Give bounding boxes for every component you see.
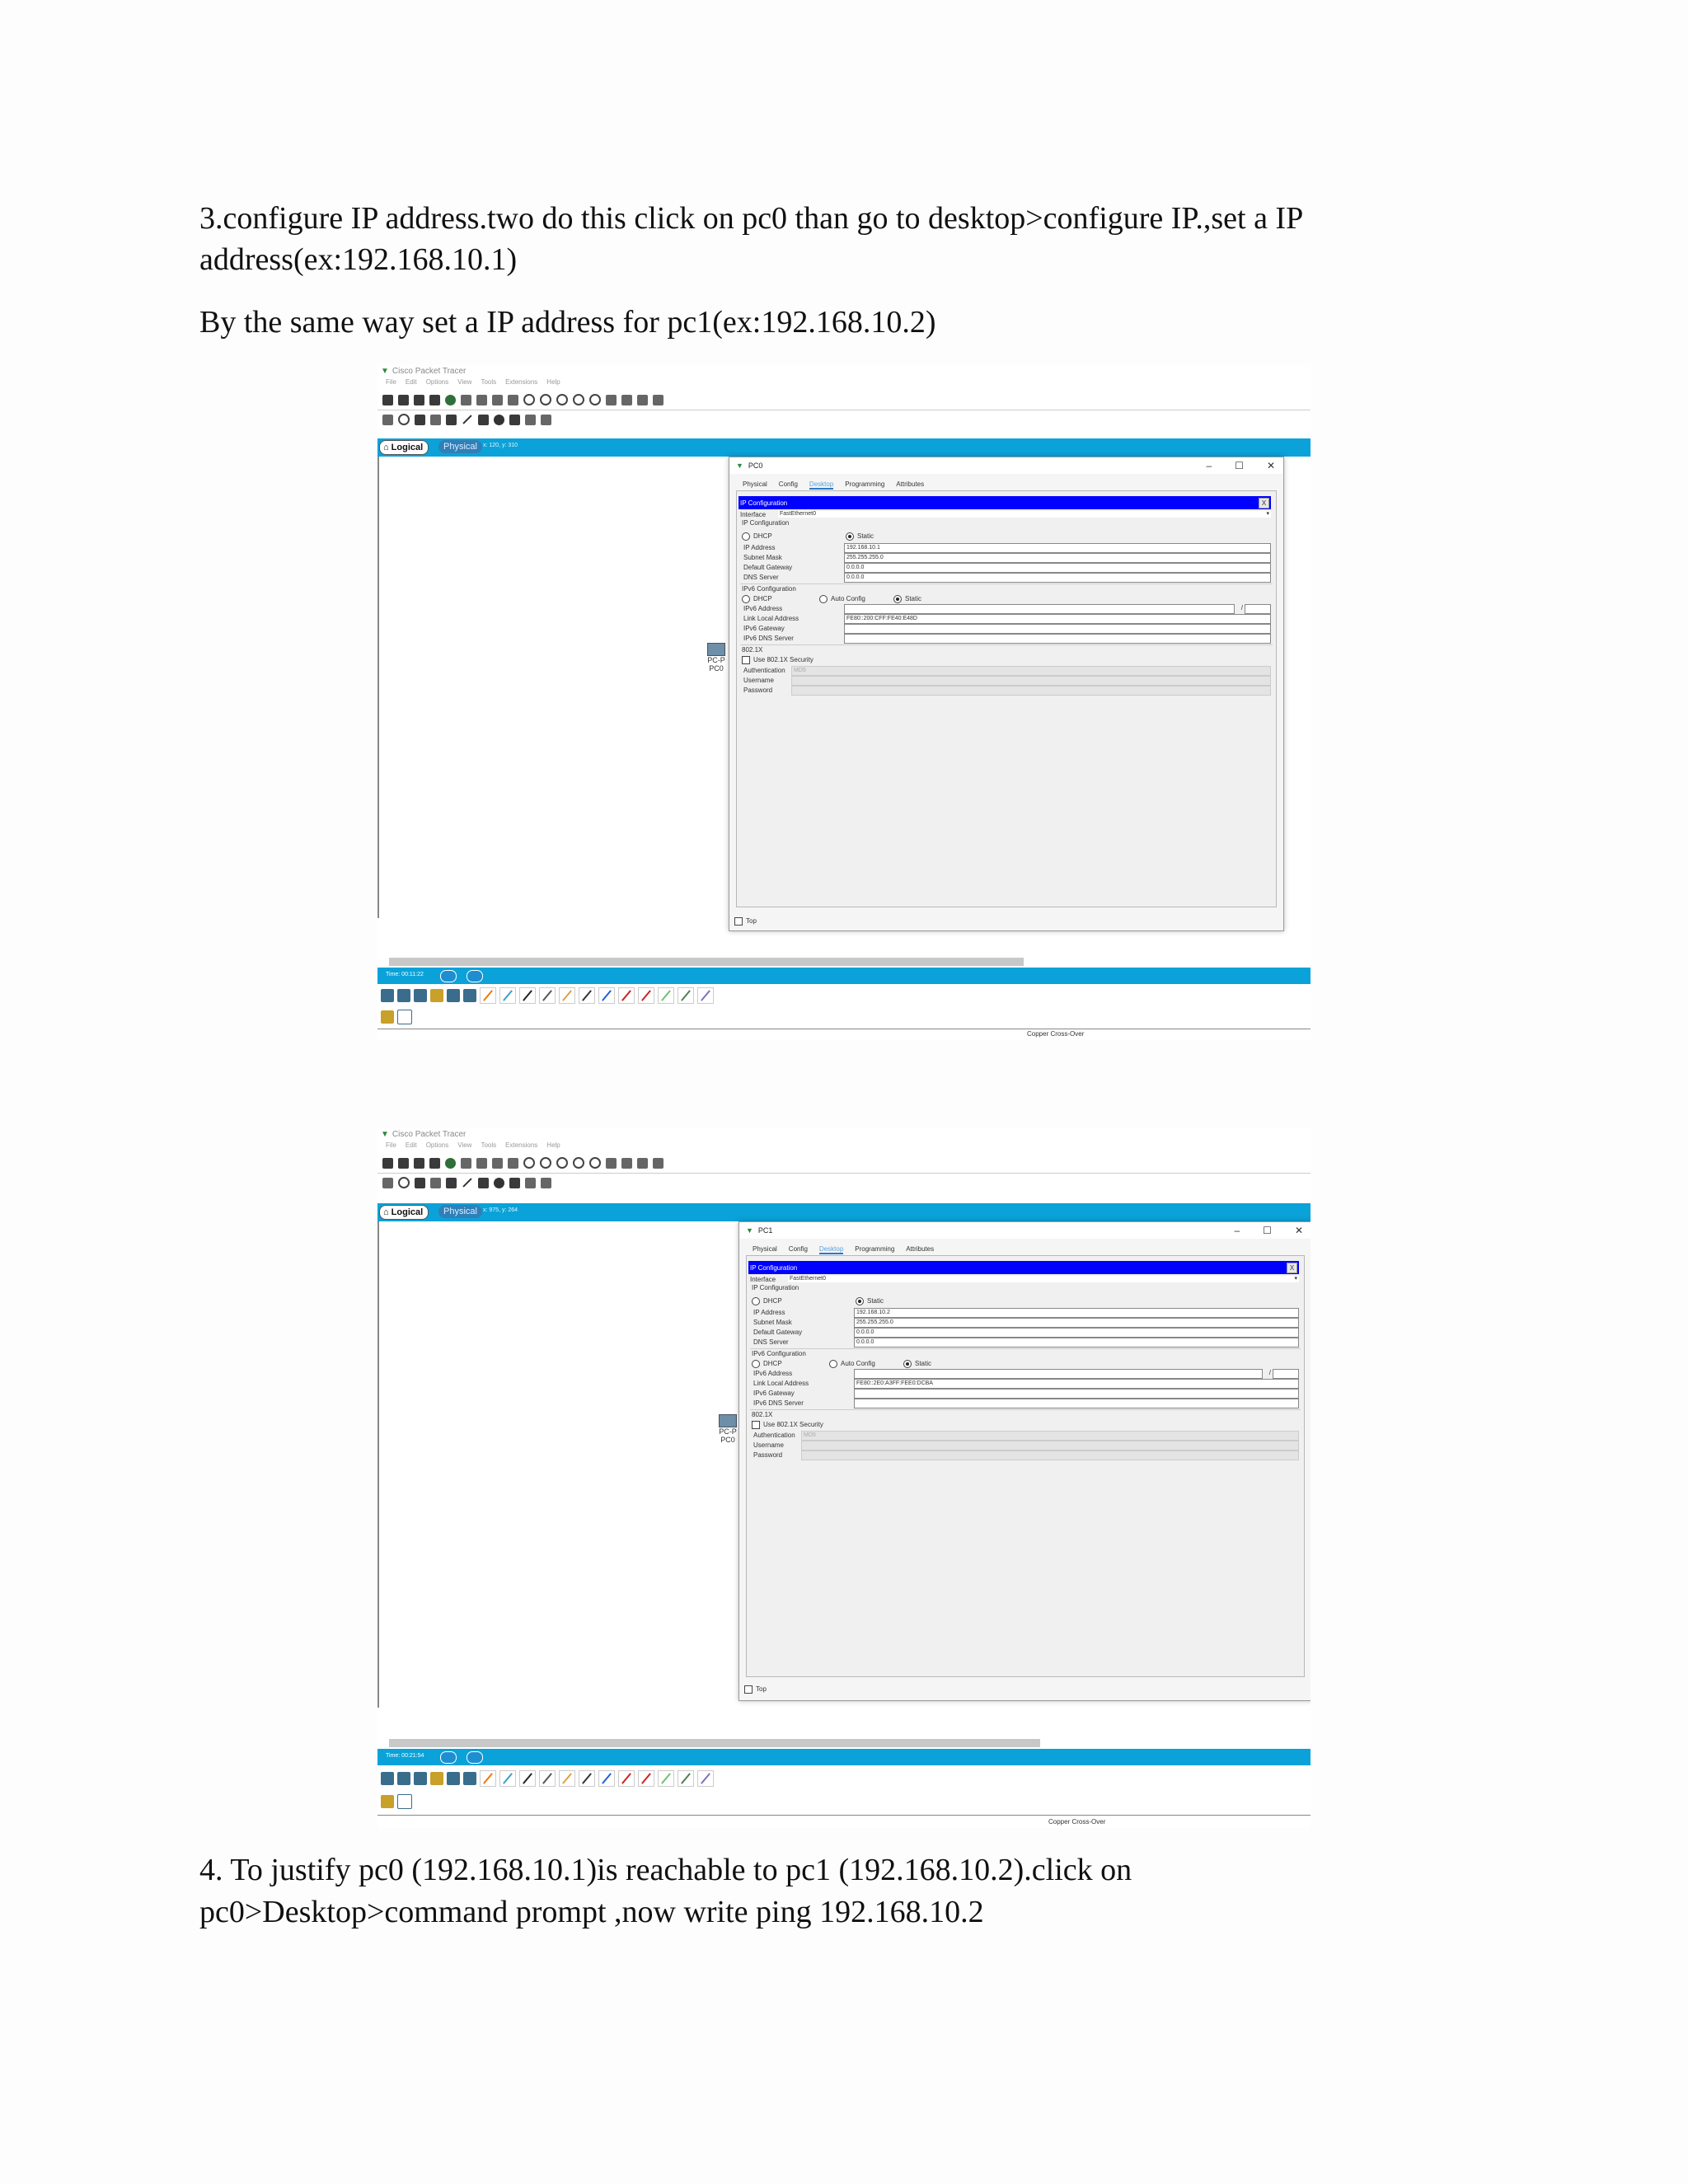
zoom-in-icon[interactable] [556, 1157, 568, 1169]
network-devices-icon[interactable] [381, 1772, 394, 1785]
end-devices-icon[interactable] [397, 1772, 410, 1785]
serial-dce-cable-icon[interactable] [618, 987, 635, 1004]
fast-forward-icon[interactable] [467, 970, 483, 982]
top-checkbox[interactable]: Top [734, 917, 757, 926]
workspace-scrollbar[interactable] [389, 958, 1024, 966]
zoom-reset-icon[interactable] [573, 1157, 584, 1169]
time-bar [377, 968, 1311, 984]
static-radio[interactable]: Static [856, 1297, 884, 1305]
custom-devices-icon[interactable] [621, 1158, 632, 1169]
menu-item-view[interactable]: View [457, 378, 472, 386]
tab-desktop[interactable]: Desktop [818, 1245, 844, 1253]
inspect-icon[interactable] [398, 1177, 410, 1188]
new-file-icon[interactable] [382, 395, 393, 405]
ipv6-prefix-field[interactable] [1273, 1369, 1299, 1379]
activity-wizard-icon[interactable] [461, 1158, 471, 1169]
ipv6-dns-label: IPv6 DNS Server [753, 1399, 804, 1407]
authentication-select[interactable]: MD5 [801, 1431, 1299, 1441]
device-and-connection-palette [381, 986, 714, 1005]
default-gateway-label: Default Gateway [753, 1329, 803, 1336]
draw-line-icon[interactable] [462, 415, 471, 424]
physical-mode-button[interactable]: Physical [438, 440, 482, 453]
fiber-cable-icon[interactable] [559, 1770, 575, 1787]
select-icon[interactable] [382, 1178, 393, 1188]
ipv6-configuration-heading: IPv6 Configuration [742, 585, 796, 593]
workspace-scrollbar[interactable] [389, 1739, 1040, 1747]
step4-line1: 4. To justify pc0 (192.168.10.1)is reachable to pc1 (192.168.10.2).click on [199, 1853, 1132, 1887]
ip-configuration-subheading: IP Configuration [752, 1284, 799, 1291]
coaxial-cable-icon[interactable] [598, 987, 615, 1004]
main-toolbar [382, 391, 663, 408]
auto-cable-icon[interactable] [480, 1770, 496, 1787]
step3-line3: By the same way set a IP address for pc1(ex:192.168.10.2) [199, 305, 936, 340]
divider [740, 583, 1273, 584]
simulation-time: Time: 00:11:22 [386, 972, 424, 977]
close-button[interactable]: ✕ [1294, 1225, 1303, 1236]
print-icon[interactable] [429, 395, 440, 405]
iot-cable-icon[interactable] [678, 987, 694, 1004]
default-gateway-field[interactable]: 0.0.0.0 [854, 1328, 1299, 1338]
dialog-title: PC1 [757, 1226, 773, 1235]
zoom-out-icon[interactable] [589, 1157, 601, 1169]
prefix-separator: / [1268, 1369, 1271, 1376]
menu-item-edit[interactable]: Edit [405, 1141, 417, 1149]
ip-configuration-header: IP Configuration X [748, 1261, 1299, 1274]
pc-config-dialog [729, 457, 1284, 931]
dialog-titlebar [729, 457, 1283, 474]
delete-icon[interactable] [415, 1178, 425, 1188]
use-dot1x-checkbox[interactable]: Use 802.1X Security [742, 656, 814, 664]
menu-item-options[interactable]: Options [425, 378, 449, 386]
paste-icon[interactable] [508, 395, 518, 405]
tab-physical[interactable]: Physical [743, 480, 767, 488]
mode-bar [377, 438, 1311, 457]
add-complex-pdu-icon[interactable] [541, 415, 551, 425]
zoom-reset-icon[interactable] [573, 394, 584, 405]
divider [750, 1348, 1301, 1349]
ipv6-gateway-field[interactable] [844, 624, 1271, 634]
ipv6-dns-field[interactable] [854, 1399, 1299, 1408]
info-icon[interactable] [445, 395, 456, 405]
edit-toolbar [382, 1174, 551, 1191]
logical-mode-button[interactable]: ⌂ Logical [379, 1205, 429, 1220]
password-field[interactable] [791, 686, 1271, 696]
ellipse-icon[interactable] [494, 415, 504, 425]
print-icon[interactable] [429, 1158, 440, 1169]
password-label: Password [753, 1451, 783, 1459]
selected-connection-icon[interactable] [381, 1010, 394, 1024]
save-icon[interactable] [414, 1158, 424, 1169]
console-cable-icon[interactable] [499, 987, 516, 1004]
multiuser-icon[interactable] [463, 989, 476, 1002]
tab-programming[interactable]: Programming [855, 1245, 895, 1253]
device-and-connection-palette [381, 1769, 714, 1788]
menu-item-tools[interactable]: Tools [481, 1141, 497, 1149]
grid-icon[interactable] [397, 1010, 412, 1024]
tab-attributes[interactable]: Attributes [906, 1245, 935, 1253]
app-title: ▼ Cisco Packet Tracer [381, 1129, 467, 1139]
components-icon[interactable] [414, 989, 427, 1002]
authentication-label: Authentication [753, 1432, 795, 1439]
open-file-icon[interactable] [398, 395, 409, 405]
menu-item-file[interactable]: File [386, 1141, 396, 1149]
ipv6-dhcp-radio[interactable]: DHCP [752, 1360, 782, 1368]
custom-devices-icon[interactable] [621, 395, 632, 405]
interface-label: Interface [740, 511, 767, 518]
interface-select[interactable]: FastEthernet0 ▾ [780, 511, 1269, 517]
realtime-mode-icon[interactable] [440, 1751, 457, 1764]
ipv6-gateway-label: IPv6 Gateway [753, 1390, 795, 1397]
dns-server-field[interactable]: 0.0.0.0 [854, 1338, 1299, 1347]
rectangle-icon[interactable] [478, 415, 489, 425]
note-icon[interactable] [446, 1178, 457, 1188]
subnet-mask-field[interactable]: 255.255.255.0 [854, 1318, 1299, 1328]
ip-address-label: IP Address [743, 544, 776, 551]
cross-over-cable-icon[interactable] [539, 1770, 556, 1787]
dns-server-label: DNS Server [743, 574, 779, 581]
fiber-cable-icon[interactable] [559, 987, 575, 1004]
octal-cable-icon[interactable] [658, 987, 674, 1004]
ipv6-dns-field[interactable] [844, 634, 1271, 644]
tab-config[interactable]: Config [778, 480, 798, 488]
network-devices-icon[interactable] [381, 989, 394, 1002]
ip-configuration-panel [736, 490, 1277, 907]
console-cable-icon[interactable] [499, 1770, 516, 1787]
workspace-left-edge [377, 457, 379, 918]
serial-dte-cable-icon[interactable] [638, 987, 654, 1004]
activity-wizard-icon[interactable] [461, 395, 471, 405]
cursor-coordinates: x: 975, y: 264 [483, 1207, 518, 1213]
open-file-icon[interactable] [398, 1158, 409, 1169]
menu-item-edit[interactable]: Edit [405, 378, 417, 386]
menu-item-options[interactable]: Options [425, 1141, 449, 1149]
info-icon[interactable] [445, 1158, 456, 1169]
divider [740, 644, 1273, 645]
image-icon[interactable] [653, 395, 663, 405]
resize-icon[interactable] [430, 415, 441, 425]
menu-item-help[interactable]: Help [546, 1141, 560, 1149]
menu-item-help[interactable]: Help [546, 378, 560, 386]
link-local-label: Link Local Address [743, 615, 799, 622]
undo-icon[interactable] [523, 394, 535, 405]
tab-physical[interactable]: Physical [753, 1245, 777, 1253]
ipv6-static-radio[interactable]: Static [903, 1360, 931, 1368]
undo-icon[interactable] [523, 1157, 535, 1169]
logical-icon: ⌂ [383, 1207, 389, 1217]
ip-address-field[interactable]: 192.168.10.1 [844, 543, 1271, 553]
tab-programming[interactable]: Programming [845, 480, 885, 488]
ipv6-configuration-heading: IPv6 Configuration [752, 1350, 806, 1357]
workspace-left-edge [377, 1221, 379, 1708]
prefix-separator: / [1240, 604, 1243, 612]
simulation-time: Time: 00:21:54 [386, 1753, 424, 1759]
tab-desktop[interactable]: Desktop [809, 480, 834, 488]
bottom-divider [377, 1815, 1311, 1816]
iot-cable-icon[interactable] [678, 1770, 694, 1787]
interface-label: Interface [750, 1276, 776, 1283]
pc-dialog-icon: ▼ [746, 1226, 753, 1235]
zoom-out-icon[interactable] [589, 394, 601, 405]
app-logo-icon: ▼ [381, 1129, 389, 1139]
add-simple-pdu-icon[interactable] [525, 415, 536, 425]
use-dot1x-checkbox[interactable]: Use 802.1X Security [752, 1421, 823, 1429]
password-label: Password [743, 687, 773, 694]
authentication-label: Authentication [743, 667, 785, 674]
ip-configuration-header: IP Configuration X [738, 496, 1271, 509]
misc-devices-icon[interactable] [447, 989, 460, 1002]
menu-item-extensions[interactable]: Extensions [505, 1141, 538, 1149]
subnet-mask-label: Subnet Mask [753, 1319, 792, 1326]
straight-through-cable-icon[interactable] [519, 1770, 536, 1787]
image-icon[interactable] [653, 1158, 663, 1169]
add-complex-pdu-icon[interactable] [541, 1178, 551, 1188]
grid-icon[interactable] [397, 1794, 412, 1809]
ip-address-field[interactable]: 192.168.10.2 [854, 1308, 1299, 1318]
inspect-icon[interactable] [398, 414, 410, 425]
menu-bar [386, 1141, 560, 1151]
redo-icon[interactable] [540, 1157, 551, 1169]
packet-tracer-screenshot-pc1 [377, 1127, 1311, 1828]
ipv6-gateway-field[interactable] [854, 1389, 1299, 1399]
connections-icon[interactable] [430, 1772, 443, 1785]
ipv6-address-field[interactable] [854, 1369, 1263, 1379]
ellipse-icon[interactable] [494, 1178, 504, 1188]
ipv6-auto-config-radio[interactable]: Auto Config [819, 595, 865, 603]
select-icon[interactable] [382, 415, 393, 425]
dhcp-radio[interactable]: DHCP [742, 532, 772, 541]
maximize-button[interactable]: ☐ [1263, 1225, 1272, 1236]
freeform-icon[interactable] [509, 415, 520, 425]
dns-server-label: DNS Server [753, 1338, 789, 1346]
static-radio[interactable]: Static [846, 532, 874, 541]
coaxial-cable-icon[interactable] [598, 1770, 615, 1787]
minimize-button[interactable]: – [1206, 460, 1212, 471]
phone-cable-icon[interactable] [579, 987, 595, 1004]
close-button[interactable]: ✕ [1266, 460, 1275, 471]
username-label: Username [753, 1441, 784, 1449]
usb-cable-icon[interactable] [697, 987, 714, 1004]
save-icon[interactable] [414, 395, 424, 405]
app-logo-icon: ▼ [381, 366, 389, 376]
phone-cable-icon[interactable] [579, 1770, 595, 1787]
rectangle-icon[interactable] [478, 1178, 489, 1188]
packet-tracer-screenshot-pc0 [377, 364, 1311, 1040]
cursor-coordinates: x: 120, y: 310 [483, 443, 518, 448]
draw-line-icon[interactable] [462, 1178, 471, 1187]
top-checkbox[interactable]: Top [744, 1685, 767, 1694]
ipv6-address-label: IPv6 Address [753, 1370, 793, 1377]
ip-address-label: IP Address [753, 1309, 785, 1316]
multiuser-icon[interactable] [463, 1772, 476, 1785]
main-toolbar [382, 1155, 663, 1171]
username-field[interactable] [801, 1441, 1299, 1451]
network-info-icon[interactable] [476, 395, 487, 405]
octal-cable-icon[interactable] [658, 1770, 674, 1787]
ipv6-address-label: IPv6 Address [743, 605, 783, 612]
menu-bar [386, 378, 560, 388]
note-icon[interactable] [446, 415, 457, 425]
mode-bar [377, 1203, 1311, 1221]
copy-icon[interactable] [492, 1158, 503, 1169]
ip-configuration-panel [746, 1255, 1305, 1677]
menu-item-tools[interactable]: Tools [481, 378, 497, 386]
ipv6-prefix-field[interactable] [1245, 604, 1271, 614]
selected-cable-type: Copper Cross-Over [1027, 1030, 1085, 1038]
dialog-titlebar [739, 1222, 1311, 1239]
usb-cable-icon[interactable] [697, 1770, 714, 1787]
logical-icon: ⌂ [383, 443, 389, 452]
dialog-title: PC0 [748, 462, 763, 470]
step3-line1: 3.configure IP address.two do this click on pc0 than go to desktop>configure IP.,set a IP [199, 201, 1304, 236]
viewport-icon[interactable] [637, 1158, 648, 1169]
network-info-icon[interactable] [476, 1158, 487, 1169]
dhcp-radio[interactable]: DHCP [752, 1297, 782, 1305]
logical-mode-button[interactable]: ⌂ Logical [379, 440, 429, 455]
redo-icon[interactable] [540, 394, 551, 405]
fast-forward-icon[interactable] [467, 1751, 483, 1764]
maximize-button[interactable]: ☐ [1235, 460, 1244, 471]
password-field[interactable] [801, 1451, 1299, 1460]
paste-icon[interactable] [508, 1158, 518, 1169]
dns-server-field[interactable]: 0.0.0.0 [844, 573, 1271, 583]
menu-item-view[interactable]: View [457, 1141, 472, 1149]
ipv6-gateway-label: IPv6 Gateway [743, 625, 785, 632]
serial-dce-cable-icon[interactable] [618, 1770, 635, 1787]
realtime-mode-icon[interactable] [440, 970, 457, 982]
toolbar-divider [377, 1173, 1311, 1174]
subnet-mask-field[interactable]: 255.255.255.0 [844, 553, 1271, 563]
straight-through-cable-icon[interactable] [519, 987, 536, 1004]
viewport-icon[interactable] [637, 395, 648, 405]
drawing-palette-icon[interactable] [606, 1158, 617, 1169]
add-simple-pdu-icon[interactable] [525, 1178, 536, 1188]
divider [750, 1409, 1301, 1410]
dialog-tabs [753, 1245, 934, 1254]
components-icon[interactable] [414, 1772, 427, 1785]
physical-mode-button[interactable]: Physical [438, 1205, 482, 1218]
edit-toolbar [382, 411, 551, 428]
tab-attributes[interactable]: Attributes [896, 480, 925, 488]
app-title: ▼ Cisco Packet Tracer [381, 366, 467, 376]
time-bar [377, 1749, 1311, 1765]
connections-icon[interactable] [430, 989, 443, 1002]
dot1x-heading: 802.1X [742, 646, 763, 654]
drawing-palette-icon[interactable] [606, 395, 617, 405]
misc-devices-icon[interactable] [447, 1772, 460, 1785]
pc-dialog-icon: ▼ [736, 462, 743, 470]
zoom-in-icon[interactable] [556, 394, 568, 405]
ipv6-dhcp-radio[interactable]: DHCP [742, 595, 772, 603]
interface-select[interactable]: FastEthernet0 ▾ [790, 1276, 1297, 1282]
default-gateway-label: Default Gateway [743, 564, 793, 571]
authentication-select[interactable]: MD5 [791, 666, 1271, 676]
selected-cable-type: Copper Cross-Over [1048, 1818, 1106, 1825]
dialog-tabs [743, 480, 924, 490]
pc-device-icon[interactable]: PC-P PC0 [719, 1414, 737, 1444]
new-file-icon[interactable] [382, 1158, 393, 1169]
cross-over-cable-icon[interactable] [539, 987, 556, 1004]
pc-device-icon[interactable]: PC-P PC0 [707, 643, 725, 673]
ipv6-dns-label: IPv6 DNS Server [743, 635, 794, 642]
ip-configuration-subheading: IP Configuration [742, 519, 790, 527]
step3-line2: address(ex:192.168.10.1) [199, 242, 518, 277]
device-subpalette [381, 1792, 412, 1811]
copy-icon[interactable] [492, 395, 503, 405]
dot1x-heading: 802.1X [752, 1411, 773, 1418]
end-devices-icon[interactable] [397, 989, 410, 1002]
serial-dte-cable-icon[interactable] [638, 1770, 654, 1787]
device-subpalette [381, 1007, 412, 1027]
selected-connection-icon[interactable] [381, 1795, 394, 1808]
resize-icon[interactable] [430, 1178, 441, 1188]
menu-item-extensions[interactable]: Extensions [505, 378, 538, 386]
subnet-mask-label: Subnet Mask [743, 554, 782, 561]
ipv6-static-radio[interactable]: Static [893, 595, 921, 603]
auto-cable-icon[interactable] [480, 987, 496, 1004]
delete-icon[interactable] [415, 415, 425, 425]
menu-item-file[interactable]: File [386, 378, 396, 386]
username-label: Username [743, 677, 774, 684]
link-local-field[interactable]: FE80::2E0:A3FF:FEE0:DCBA [854, 1379, 1299, 1389]
minimize-button[interactable]: – [1234, 1225, 1240, 1236]
freeform-icon[interactable] [509, 1178, 520, 1188]
username-field[interactable] [791, 676, 1271, 686]
ipv6-auto-config-radio[interactable]: Auto Config [829, 1360, 875, 1368]
ipv6-address-field[interactable] [844, 604, 1235, 614]
close-ip-config-button[interactable]: X [1259, 498, 1269, 509]
tab-config[interactable]: Config [788, 1245, 808, 1253]
step4-line2: pc0>Desktop>command prompt ,now write ping 192.168.10.2 [199, 1895, 984, 1929]
link-local-field[interactable]: FE80::200:CFF:FE40:E48D [844, 614, 1271, 624]
default-gateway-field[interactable]: 0.0.0.0 [844, 563, 1271, 573]
link-local-label: Link Local Address [753, 1380, 809, 1387]
close-ip-config-button[interactable]: X [1287, 1263, 1297, 1273]
pc-config-dialog [738, 1221, 1311, 1701]
